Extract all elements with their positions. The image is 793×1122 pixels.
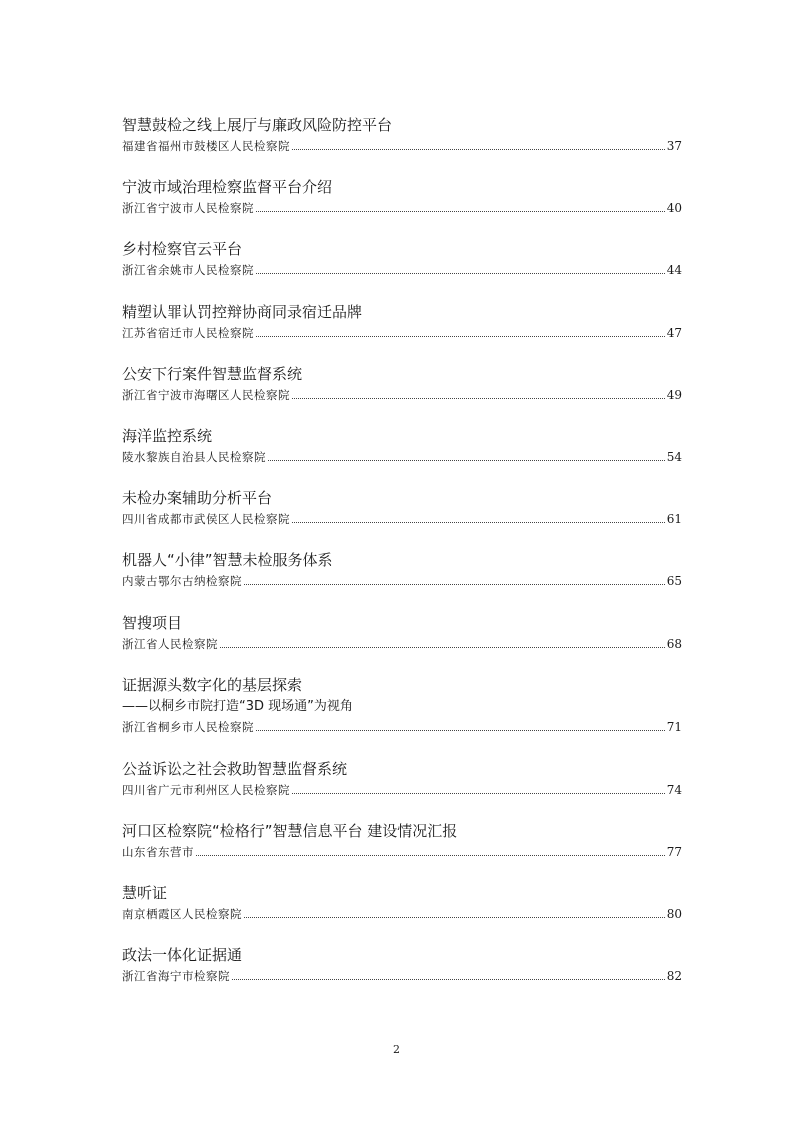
entry-title: 海洋监控系统 bbox=[122, 427, 213, 445]
entry-page-number: 44 bbox=[666, 263, 682, 277]
dot-leader bbox=[256, 211, 665, 212]
entry-line bbox=[122, 719, 682, 735]
entry-organization: 浙江省宁波市海曙区人民检察院 bbox=[122, 388, 290, 402]
entry-line bbox=[122, 906, 682, 922]
entry-line bbox=[122, 138, 682, 154]
toc-entry[interactable] bbox=[122, 239, 682, 278]
toc-entry[interactable] bbox=[122, 613, 682, 652]
dot-leader bbox=[268, 460, 665, 461]
entry-line bbox=[122, 387, 682, 403]
entry-page-number: 71 bbox=[666, 720, 682, 734]
entry-organization: 山东省东营市 bbox=[122, 845, 194, 859]
entry-page-number: 37 bbox=[666, 139, 682, 153]
entry-title: 公益诉讼之社会救助智慧监督系统 bbox=[122, 760, 348, 778]
entry-organization: 浙江省宁波市人民检察院 bbox=[122, 201, 254, 215]
dot-leader bbox=[244, 584, 665, 585]
toc-entry[interactable] bbox=[122, 426, 682, 465]
entry-organization: 浙江省桐乡市人民检察院 bbox=[122, 720, 254, 734]
entry-organization: 浙江省海宁市检察院 bbox=[122, 969, 230, 983]
toc-entry[interactable] bbox=[122, 177, 682, 216]
entry-line bbox=[122, 636, 682, 652]
toc-entry[interactable] bbox=[122, 488, 682, 527]
footer-page-number: 2 bbox=[393, 1043, 400, 1056]
entry-organization: 陵水黎族自治县人民检察院 bbox=[122, 450, 266, 464]
entry-page-number: 40 bbox=[666, 201, 682, 215]
entry-title: 公安下行案件智慧监督系统 bbox=[122, 365, 303, 383]
toc-entry[interactable] bbox=[122, 759, 682, 798]
toc-entry[interactable] bbox=[122, 821, 682, 860]
entry-title: 政法一体化证据通 bbox=[122, 946, 243, 964]
entry-page-number: 61 bbox=[666, 512, 682, 526]
dot-leader bbox=[256, 336, 665, 337]
entry-subtitle: ——以桐乡市院打造“3D 现场通”为视角 bbox=[122, 699, 353, 714]
entry-organization: 四川省广元市利州区人民检察院 bbox=[122, 783, 290, 797]
entry-line bbox=[122, 200, 682, 216]
dot-leader bbox=[232, 979, 665, 980]
toc-entry[interactable] bbox=[122, 883, 682, 922]
entry-title: 慧听证 bbox=[122, 884, 168, 902]
entry-title: 精塑认罪认罚控辩协商同录宿迁品牌 bbox=[122, 303, 363, 321]
toc-entry[interactable] bbox=[122, 115, 682, 154]
entry-organization: 浙江省余姚市人民检察院 bbox=[122, 263, 254, 277]
entry-organization: 内蒙古鄂尔古纳检察院 bbox=[122, 574, 242, 588]
entry-page-number: 68 bbox=[666, 637, 682, 651]
entry-title: 智搜项目 bbox=[122, 614, 183, 632]
dot-leader bbox=[256, 273, 665, 274]
dot-leader bbox=[292, 793, 665, 794]
toc-entry[interactable] bbox=[122, 302, 682, 341]
entry-page-number: 47 bbox=[666, 326, 682, 340]
entry-page-number: 74 bbox=[666, 783, 682, 797]
toc-entry[interactable] bbox=[122, 945, 682, 984]
dot-leader bbox=[256, 730, 665, 731]
entry-line bbox=[122, 262, 682, 278]
dot-leader bbox=[292, 398, 665, 399]
entry-organization: 浙江省人民检察院 bbox=[122, 637, 218, 651]
toc-entry[interactable] bbox=[122, 550, 682, 589]
entry-line bbox=[122, 511, 682, 527]
toc-entry[interactable] bbox=[122, 675, 682, 735]
entry-line bbox=[122, 968, 682, 984]
entry-organization: 四川省成都市武侯区人民检察院 bbox=[122, 512, 290, 526]
toc-entry[interactable] bbox=[122, 364, 682, 403]
entry-page-number: 54 bbox=[666, 450, 682, 464]
entry-line bbox=[122, 844, 682, 860]
entry-title: 宁波市域治理检察监督平台介绍 bbox=[122, 178, 333, 196]
entry-line bbox=[122, 449, 682, 465]
entry-page-number: 82 bbox=[666, 969, 682, 983]
entry-organization: 福建省福州市鼓楼区人民检察院 bbox=[122, 139, 290, 153]
entry-title: 机器人“小律”智慧未检服务体系 bbox=[122, 551, 333, 569]
entry-line bbox=[122, 782, 682, 798]
entry-title: 乡村检察官云平台 bbox=[122, 240, 243, 258]
entry-line bbox=[122, 325, 682, 341]
entry-line bbox=[122, 573, 682, 589]
entry-title: 未检办案辅助分析平台 bbox=[122, 489, 273, 507]
entry-title: 证据源头数字化的基层探索 bbox=[122, 676, 303, 694]
dot-leader bbox=[292, 522, 665, 523]
entry-organization: 江苏省宿迁市人民检察院 bbox=[122, 326, 254, 340]
dot-leader bbox=[292, 149, 665, 150]
entry-page-number: 77 bbox=[666, 845, 682, 859]
entry-page-number: 65 bbox=[666, 574, 682, 588]
dot-leader bbox=[244, 917, 665, 918]
dot-leader bbox=[220, 647, 665, 648]
entry-organization: 南京栖霞区人民检察院 bbox=[122, 907, 242, 921]
entry-page-number: 49 bbox=[666, 388, 682, 402]
entry-page-number: 80 bbox=[666, 907, 682, 921]
entry-title: 河口区检察院“检格行”智慧信息平台 建设情况汇报 bbox=[122, 822, 458, 840]
dot-leader bbox=[196, 855, 665, 856]
entry-title: 智慧鼓检之线上展厅与廉政风险防控平台 bbox=[122, 116, 393, 134]
